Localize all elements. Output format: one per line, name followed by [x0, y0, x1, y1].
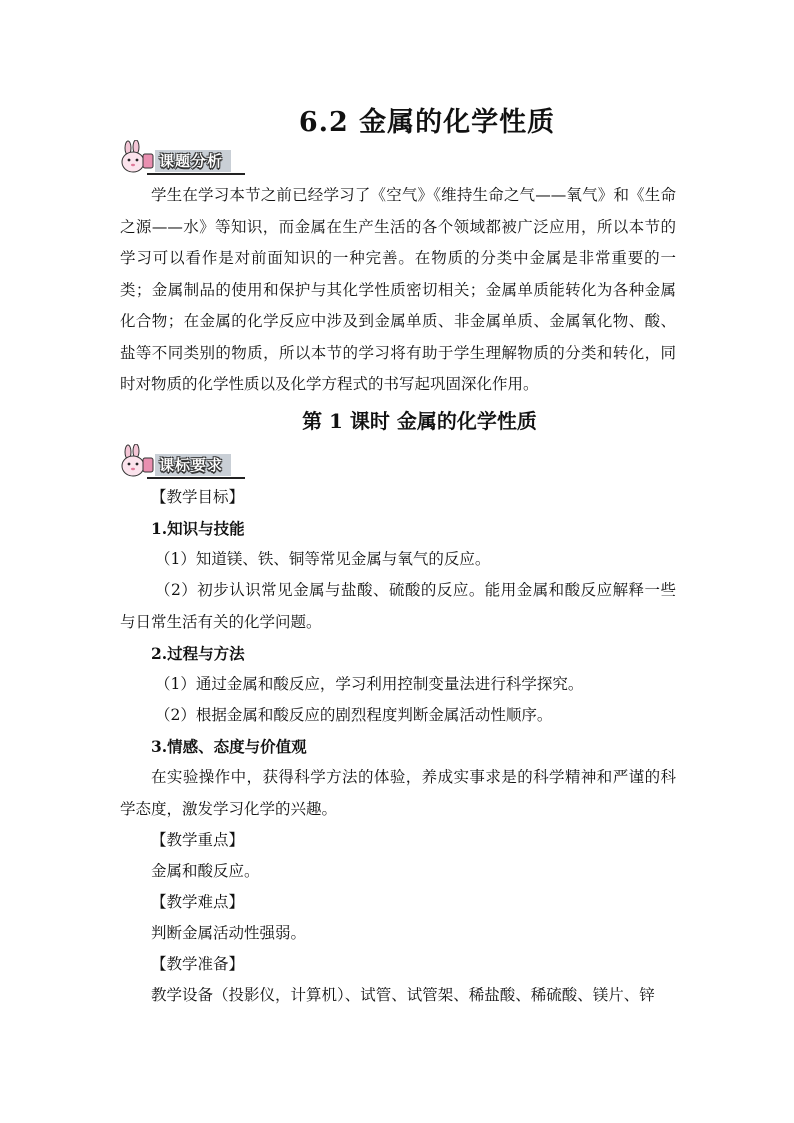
knowledge-item-1: （1）知道镁、铁、铜等常见金属与氧气的反应。	[155, 550, 491, 568]
attitude-heading: 3.情感、态度与价值观	[151, 737, 307, 756]
key-point-text: 金属和酸反应。	[151, 862, 260, 880]
rabbit-mascot-icon	[117, 140, 157, 176]
difficulty-heading: 【教学难点】	[151, 893, 245, 911]
key-point-heading: 【教学重点】	[151, 831, 245, 849]
badge-underline	[147, 477, 245, 479]
objectives-heading: 【教学目标】	[151, 488, 245, 506]
knowledge-heading: 1.知识与技能	[151, 519, 245, 538]
badge-label: 课标要求	[155, 454, 231, 476]
knowledge-item-2: （2）初步认识常见金属与盐酸、硫酸的反应。能用金属和酸反应解释一些与日常生活有关的化学问题。	[120, 581, 676, 631]
attitude-text: 在实验操作中，获得科学方法的体验，养成实事求是的科学精神和严谨的科学态度，激发学习化学的兴趣。	[120, 768, 676, 818]
badge-label: 课题分析	[155, 150, 231, 172]
section-badge-standards	[117, 444, 247, 480]
preparation-heading: 【教学准备】	[151, 955, 245, 973]
process-item-1: （1）通过金属和酸反应，学习利用控制变量法进行科学探究。	[155, 675, 584, 693]
intro-paragraph: 学生在学习本节之前已经学习了《空气》《维持生命之气——氧气》和《生命之源——水》等知识，而金属在生产生活的各个领域都被广泛应用，所以本节的学习可以看作是对前面知识的一种完善。在物质的分类中金属是非常重要的一类；金属制品的使用和保护与其化学性质密切相关；金属单质能转化为各种金属化合物；在金属的化学反应中涉及到金属单质、非金属单质、金属氧化物、酸、盐等不同类别的物质，所以本节的学习将有助于学生理解物质的分类和转化，同时对物质的化学性质以及化学方程式的书写起巩固深化作用。	[120, 186, 676, 393]
page-title: 6.2 金属的化学性质	[298, 107, 556, 138]
section-badge-analysis	[117, 140, 247, 176]
difficulty-text: 判断金属活动性强弱。	[151, 924, 307, 942]
lesson-subtitle: 第 1 课时 金属的化学性质	[302, 409, 537, 433]
preparation-text: 教学设备（投影仪，计算机）、试管、试管架、稀盐酸、稀硫酸、镁片、锌	[151, 986, 655, 1004]
badge-underline	[147, 173, 245, 175]
process-item-2: （2）根据金属和酸反应的剧烈程度判断金属活动性顺序。	[155, 706, 553, 724]
rabbit-mascot-icon	[117, 444, 157, 480]
process-heading: 2.过程与方法	[151, 644, 245, 663]
